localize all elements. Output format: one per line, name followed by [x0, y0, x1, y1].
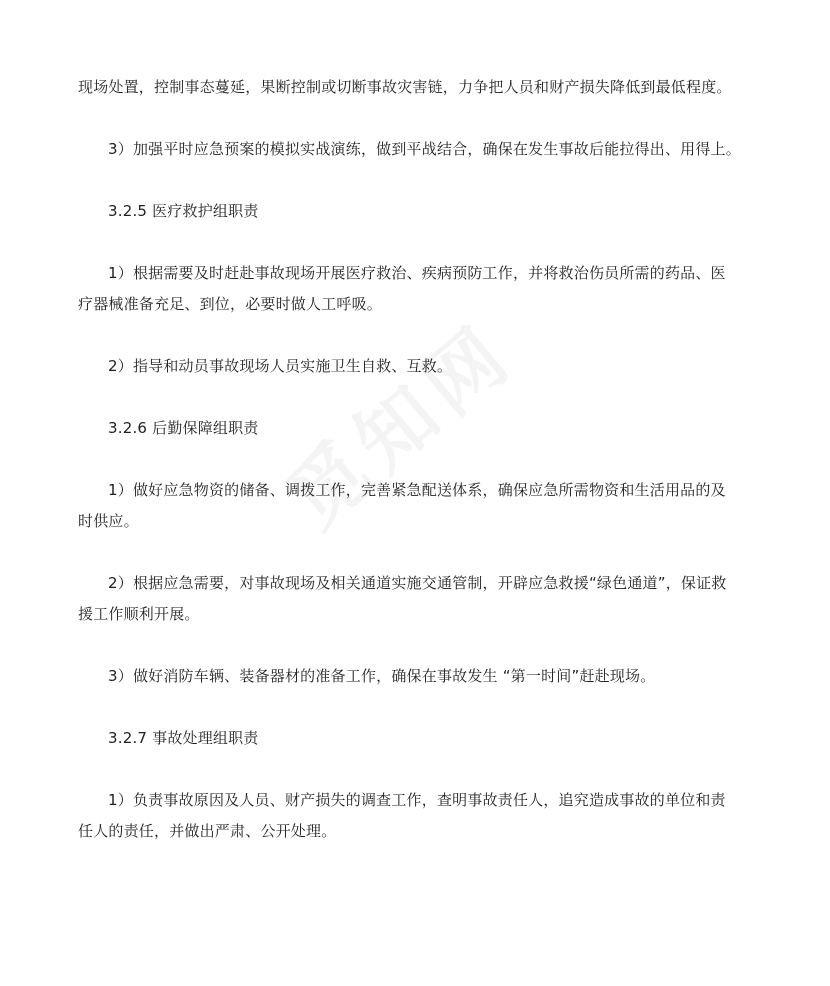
paragraph-line: 3）做好消防车辆、装备器材的准备工作，确保在事故发生 “第一时间”赶赴现场。 [108, 667, 656, 685]
paragraph-line: 援工作顺利开展。 [78, 605, 200, 623]
paragraph-line: 1）做好应急物资的储备、调拨工作，完善紧急配送体系，确保应急所需物资和生活用品的及 [108, 481, 726, 499]
paragraph-line: 1）根据需要及时赶赴事故现场开展医疗救治、疾病预防工作，并将救治伤员所需的药品、医 [108, 264, 726, 282]
paragraph-line: 2）根据应急需要，对事故现场及相关通道实施交通管制，开辟应急救援“绿色通道”，保证救 [108, 574, 727, 592]
section-heading-3-2-7: 3.2.7 事故处理组职责 [108, 729, 259, 747]
paragraph-line: 1）负责事故原因及人员、财产损失的调查工作，查明事故责任人，追究造成事故的单位和责 [108, 791, 726, 809]
paragraph-line: 任人的责任，并做出严肃、公开处理。 [78, 822, 337, 840]
paragraph-line: 时供应。 [78, 512, 139, 530]
watermark [260, 293, 534, 549]
paragraph-line: 2）指导和动员事故现场人员实施卫生自救、互救。 [108, 357, 453, 375]
section-heading-3-2-5: 3.2.5 医疗救护组职责 [108, 202, 259, 220]
paragraph-line: 现场处置，控制事态蔓延，果断控制或切断事故灾害链，力争把人员和财产损失降低到最低程度。 [78, 78, 732, 96]
paragraph-line: 疗器械准备充足、到位，必要时做人工呼吸。 [78, 295, 383, 313]
section-heading-3-2-6: 3.2.6 后勤保障组职责 [108, 419, 259, 437]
paragraph-line: 3）加强平时应急预案的模拟实战演练，做到平战结合，确保在发生事故后能拉得出、用得上。 [108, 140, 741, 158]
